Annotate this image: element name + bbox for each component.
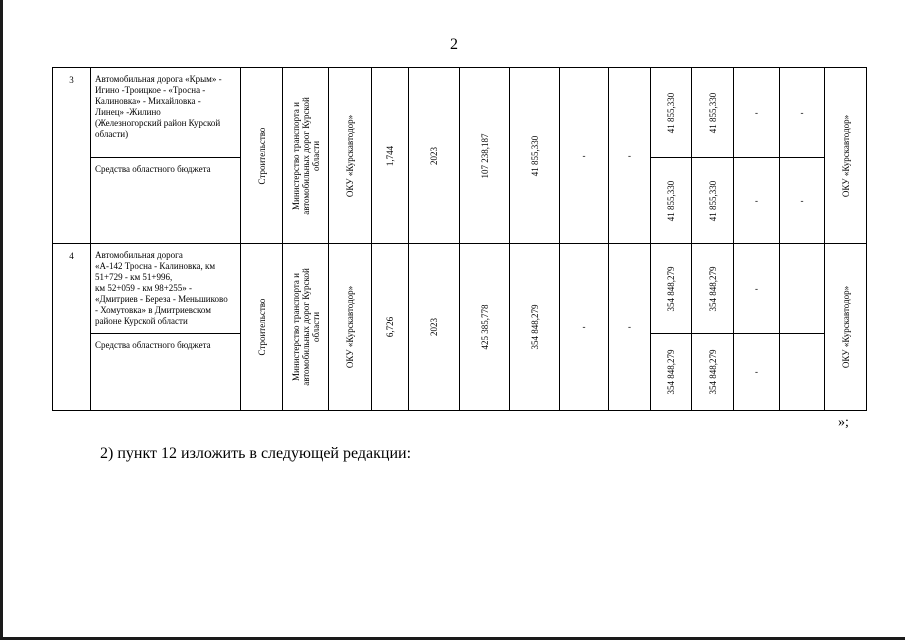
dash-cell: -	[734, 244, 780, 334]
dash-cell: -	[780, 68, 825, 158]
sum-value: 354 848,279	[510, 244, 560, 411]
funding-source: Средства областного бюджета	[91, 334, 241, 411]
dash-cell: -	[609, 68, 651, 244]
work-type: Строительство	[241, 244, 283, 411]
dash-cell: -	[560, 244, 609, 411]
amendment-paragraph: 2) пункт 12 изложить в следующей редакции:	[100, 445, 412, 462]
funding-year: 354 848,279	[692, 334, 734, 411]
dash-cell: -	[780, 158, 825, 244]
total-cost: 425 385,778	[460, 244, 510, 411]
dash-cell: -	[734, 158, 780, 244]
dash-cell: -	[734, 334, 780, 411]
length-km: 6,726	[372, 244, 409, 411]
funding-total: 41 855,330	[651, 158, 692, 244]
length-km: 1,744	[372, 68, 409, 244]
empty-cell	[780, 334, 825, 411]
work-type: Строительство	[241, 68, 283, 244]
dash-cell: -	[609, 244, 651, 411]
funding-total: 354 848,279	[651, 244, 692, 334]
road-name: Автомобильная дорога «Крым» - Игино -Троицкое - «Тросна - Калиновка» - Михайловка - Линец» -Жилино (Железногорский район Курской области)	[91, 68, 241, 158]
table-row	[53, 244, 867, 334]
funding-total: 354 848,279	[651, 334, 692, 411]
year: 2023	[409, 244, 460, 411]
customer: ОКУ «Курскавтодор»	[329, 244, 372, 411]
dash-cell: -	[734, 68, 780, 158]
ministry: Министерство транспорта и автомобильных дорог Курской области	[283, 244, 329, 411]
row-number: 3	[53, 68, 91, 244]
page-number: 2	[450, 36, 458, 53]
dash-cell: -	[560, 68, 609, 244]
roads-table	[52, 67, 867, 411]
table-row	[53, 68, 867, 158]
empty-cell	[780, 244, 825, 334]
scan-edge-left	[0, 0, 3, 640]
funding-year: 41 855,330	[692, 158, 734, 244]
year: 2023	[409, 68, 460, 244]
sum-value: 41 855,330	[510, 68, 560, 244]
customer: ОКУ «Курскавтодор»	[329, 68, 372, 244]
funding-year: 41 855,330	[692, 68, 734, 158]
funding-source: Средства областного бюджета	[91, 158, 241, 244]
funding-year: 354 848,279	[692, 244, 734, 334]
total-cost: 107 238,187	[460, 68, 510, 244]
road-name: Автомобильная дорога «А-142 Тросна - Калиновка, км 51+729 - км 51+996, км 52+059 - км 98+255» - «Дмитриев - Береза - Меньшиково - Хомутовка» в Дмитриевском районе Курской области	[91, 244, 241, 334]
funding-total: 41 855,330	[651, 68, 692, 158]
ministry: Министерство транспорта и автомобильных дорог Курской области	[283, 68, 329, 244]
executor: ОКУ «Курскавтодор»	[825, 244, 867, 411]
closing-quote-mark: »;	[838, 415, 849, 430]
executor: ОКУ «Курскавтодор»	[825, 68, 867, 244]
row-number: 4	[53, 244, 91, 411]
